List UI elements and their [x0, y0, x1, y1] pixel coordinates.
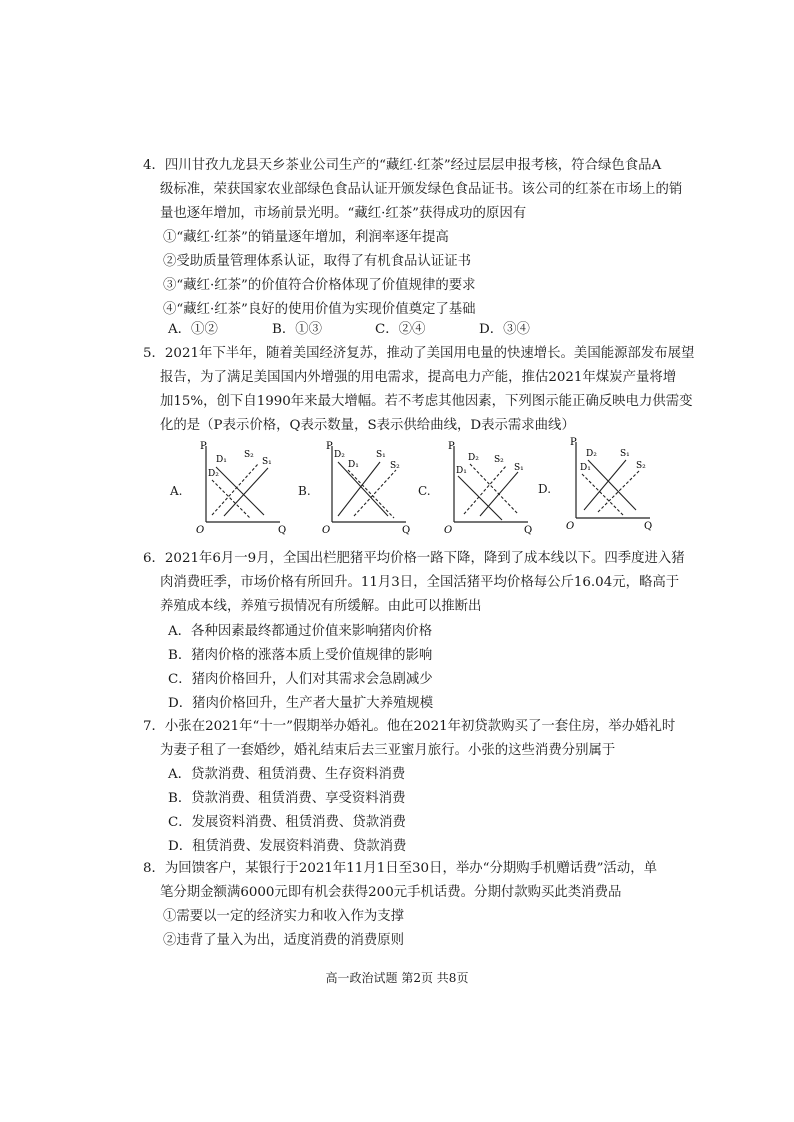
q4-item-3: ③“藏红·红茶”的价值符合价格体现了价值规律的要求 — [163, 278, 476, 293]
label-p: P — [570, 437, 577, 448]
label-d1: D₁ — [456, 466, 467, 476]
q5-choice-b: B. — [298, 484, 311, 498]
q5-choice-a: A. — [170, 484, 183, 498]
label-s1: S₁ — [262, 457, 272, 467]
label-o: O — [566, 521, 575, 532]
label-p: P — [200, 441, 207, 452]
q6-line-3: 养殖成本线，养殖亏损情况有所缓解。由此可以推断出 — [160, 599, 482, 614]
label-s1: S₁ — [620, 449, 630, 459]
q7-line-2: 为妻子租了一套婚纱，婚礼结束后去三亚蜜月旅行。小张的这些消费分别属于 — [160, 743, 616, 758]
curve-d2 — [470, 464, 518, 514]
q5-graph-b — [318, 440, 418, 540]
q8-item-2: ②违背了量入为出，适度消费的消费原则 — [163, 933, 405, 948]
q5-graph-c — [440, 440, 540, 540]
q5-line-2: 报告，为了满足美国国内外增强的用电需求，提高电力产能，推估2021年煤炭产量将增 — [160, 370, 677, 385]
label-d1: D₁ — [580, 463, 591, 473]
label-d1: D₁ — [216, 455, 227, 465]
label-o: O — [322, 525, 331, 536]
label-d2: D₂ — [334, 450, 345, 460]
q6-option-c: C．猪肉价格回升，人们对其需求会急剧减少 — [168, 672, 433, 687]
q8-item-1: ①需要以一定的经济实力和收入作为支撑 — [163, 909, 405, 924]
label-q: Q — [644, 521, 653, 532]
label-s2: S₂ — [494, 455, 504, 465]
label-q: Q — [278, 525, 287, 536]
label-p: P — [326, 441, 333, 452]
label-q: Q — [402, 525, 411, 536]
q5-graph-a — [192, 440, 292, 540]
q7-line-1: 7．小张在2021年“十一”假期举办婚礼。他在2021年初贷款购买了一套住房，举办婚礼时 — [143, 719, 676, 734]
q4-item-1: ①“藏红·红茶”的销量逐年增加，利润率逐年提高 — [163, 230, 449, 245]
curve-s1 — [224, 468, 268, 516]
curve-d2 — [338, 462, 388, 516]
label-p: P — [448, 441, 455, 452]
label-s1: S₁ — [514, 463, 524, 473]
q4-choice-a: A．①② — [168, 322, 218, 337]
label-d1: D₁ — [348, 460, 359, 470]
q7-option-a: A．贷款消费、租赁消费、生存资料消费 — [168, 767, 406, 782]
label-o: O — [196, 525, 205, 536]
curve-s1 — [480, 472, 518, 516]
curve-d2 — [212, 480, 250, 518]
label-d2: D₂ — [468, 453, 479, 463]
q5-line-3: 加15%，创下自1990年来最大增幅。若不考虑其他因素，下列图示能正确反映电力供需变 — [160, 394, 693, 409]
q4-line-2: 级标准，荣获国家农业部绿色食品认证开颁发绿色食品证书。该公司的红茶在市场上的销 — [160, 182, 683, 197]
q4-line-3: 量也逐年增加，市场前景光明。“藏红·红茶”获得成功的原因有 — [160, 206, 527, 221]
q8-line-2: 笔分期金额满6000元即有机会获得200元手机话费。分期付款购买此类消费品 — [160, 885, 622, 900]
q7-option-d: D．租赁消费、发展资料消费、贷款消费 — [168, 839, 407, 854]
q4-item-2: ②受助质量管理体系认证，取得了有机食品认证证书 — [163, 254, 471, 269]
curve-s1 — [338, 462, 380, 516]
q6-option-d: D．猪肉价格回升，生产者大量扩大养殖规模 — [168, 696, 434, 711]
page-footer: 高一政治试题 第2页 共8页 — [325, 971, 469, 985]
label-q: Q — [524, 525, 533, 536]
label-s1: S₁ — [376, 450, 386, 460]
q6-line-1: 6．2021年6月一9月，全国出栏肥猪平均价格一路下降，降到了成本线以下。四季度进入猪 — [143, 551, 685, 566]
curve-s2 — [464, 466, 506, 514]
q7-option-c: C．发展资料消费、租赁消费、贷款消费 — [168, 815, 406, 830]
q5-choice-d: D. — [538, 482, 552, 496]
label-o: O — [444, 525, 453, 536]
q4-item-4: ④“藏红·红茶”良好的使用价值为实现价值奠定了基础 — [163, 302, 476, 317]
q5-graph-d — [562, 436, 662, 536]
label-d2: D₂ — [208, 469, 219, 479]
curve-d2 — [588, 460, 636, 510]
curve-s2 — [354, 470, 396, 516]
label-s2: S₂ — [390, 461, 400, 471]
q5-choice-c: C. — [418, 484, 431, 498]
q4-choice-b: B．①③ — [272, 322, 323, 337]
curve-s2 — [212, 464, 258, 515]
q5-line-1: 5．2021年下半年，随着美国经济复苏，推动了美国用电量的快速增长。美国能源部发布展望 — [143, 346, 695, 361]
q6-option-a: A．各种因素最终都通过价值来影响猪肉价格 — [168, 624, 433, 639]
q6-line-2: 肉消费旺季，市场价格有所回升。11月3日，全国活猪平均价格每公斤16.04元，略高于 — [160, 575, 680, 590]
q4-choice-c: C．②④ — [375, 322, 426, 337]
q4-choice-d: D．③④ — [479, 322, 530, 337]
q5-line-4: 化的是（P表示价格，Q表示数量，S表示供给曲线，D表示需求曲线） — [160, 418, 575, 433]
label-s2: S₂ — [636, 461, 646, 471]
curve-d1 — [582, 474, 624, 516]
q4-line-1: 4．四川甘孜九龙县天乡茶业公司生产的“藏红·红茶”经过层层申报考核，符合绿色食品A — [143, 158, 662, 173]
q8-line-1: 8．为回馈客户，某银行于2021年11月1日至30日，举办“分期购手机赠话费”活动，单 — [143, 861, 657, 876]
label-d2: D₂ — [586, 449, 597, 459]
q7-option-b: B．贷款消费、租赁消费、享受资料消费 — [168, 791, 406, 806]
label-s2: S₂ — [244, 450, 254, 460]
q6-option-b: B．猪肉价格的涨落本质上受价值规律的影响 — [168, 648, 433, 663]
